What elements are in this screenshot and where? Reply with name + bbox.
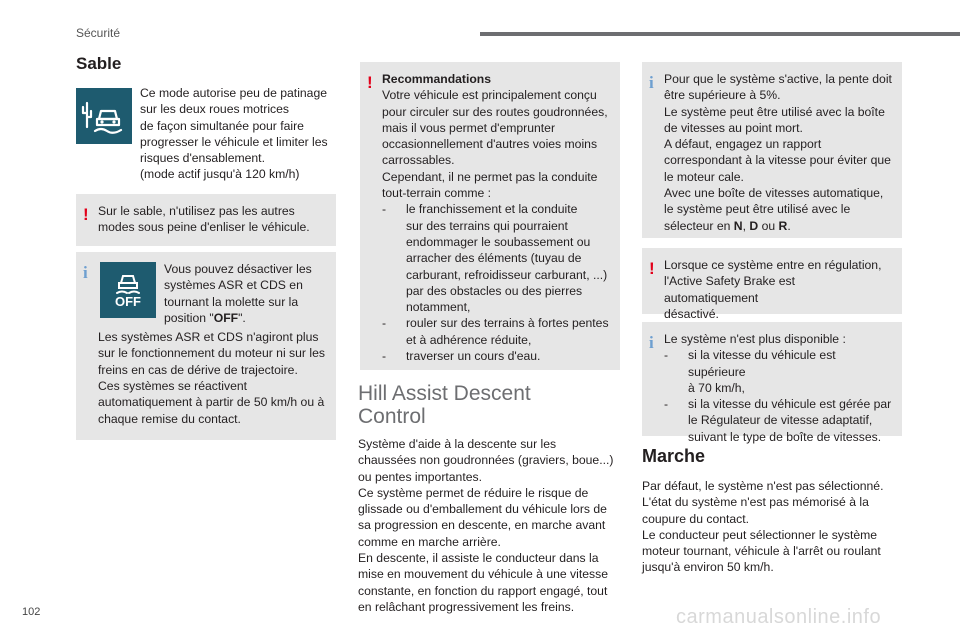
body-line: Par défaut, le système n'est pas sélectionné. — [642, 479, 884, 493]
rec-line: carrossables. — [382, 153, 455, 168]
list-dash: - — [382, 349, 387, 364]
rec-line: tout-terrain comme : — [382, 186, 492, 201]
info-line: Avec une boîte de vitesses automatique, — [664, 186, 884, 201]
body-line: en relâchant progressivement les freins. — [358, 599, 575, 614]
info-icon: i — [83, 263, 88, 282]
list-dash: - — [382, 316, 387, 331]
text-fragment: ou — [758, 218, 779, 233]
list-dash: - — [664, 397, 669, 412]
header-rule — [480, 32, 960, 36]
list-line: et à adhérence réduite, — [406, 332, 532, 347]
body-line: moteur tournant, véhicule à l'arrêt ou roulant — [642, 544, 881, 559]
list-line: notamment, — [406, 300, 471, 315]
text-fragment: . — [787, 218, 791, 233]
info-line — [164, 310, 326, 326]
sable-line: (mode actif jusqu'à 120 km/h) — [140, 167, 300, 182]
warning-line: Lorsque ce système entre en régulation, — [664, 258, 882, 272]
info-line: A défaut, engagez un rapport — [664, 137, 822, 152]
info-icon: i — [649, 333, 654, 352]
warning-line: modes sous peine d'enliser le véhicule. — [98, 220, 310, 235]
sable-line: sur les deux roues motrices — [140, 102, 290, 117]
warning-icon: ! — [83, 205, 89, 224]
body-line: Le conducteur peut sélectionner le système — [642, 527, 878, 542]
warning-line: l'Active Safety Brake est automatiquement — [664, 274, 796, 305]
hill-assist-heading — [358, 382, 531, 428]
body-line: jusqu'à environ 50 km/h. — [642, 560, 774, 575]
list-line: endommager le soubassement ou — [406, 234, 591, 249]
list-line: le Régulateur de vitesse adaptatif, — [688, 413, 873, 428]
unavailable-info-box — [642, 322, 902, 444]
body-line: constante, en fonction du rapport engagé, tout — [358, 583, 608, 598]
gear-r: R — [778, 218, 788, 233]
list-line: arracher des éléments (tuyau de — [406, 251, 582, 266]
text-fragment: sélecteur en — [664, 218, 734, 233]
info-line — [664, 218, 892, 234]
list-dash: - — [382, 202, 387, 217]
list-line: à 70 km/h, — [688, 380, 745, 395]
text-fragment: , — [742, 218, 750, 233]
list-line: suivant le type de boîte de vitesses. — [688, 429, 882, 444]
warning-icon: ! — [367, 73, 373, 92]
position-value: OFF — [213, 310, 239, 325]
body-line: L'état du système n'est pas mémorisé à la — [642, 495, 869, 510]
body-line: coupure du contact. — [642, 511, 750, 526]
heading-line: Control — [358, 405, 426, 428]
list-item — [382, 315, 610, 348]
info-line: freins en cas de dérive de trajectoire. — [98, 362, 298, 377]
body-line: chaussées non goudronnées (graviers, boue...) — [358, 453, 614, 468]
info-line: Vous pouvez désactiver les — [164, 262, 312, 276]
rec-line: occasionnellement d'autres voies moins — [382, 137, 598, 152]
regulation-warning-box — [642, 248, 902, 321]
body-line: comme en marche arrière. — [358, 534, 501, 549]
info-line: Les systèmes ASR et CDS n'agiront plus — [98, 330, 319, 345]
sable-line: progresser le véhicule et limiter les — [140, 134, 328, 149]
list-line: carburant, refroidisseur carburant, ...) — [406, 267, 608, 282]
recommendations-box — [360, 62, 620, 370]
info-line: Le système n'est plus disponible : — [664, 332, 846, 346]
recommendations-title: Recommandations — [382, 72, 492, 86]
info-line: Ces systèmes se réactivent — [98, 379, 248, 394]
warning-line: désactivé. — [664, 306, 719, 321]
rec-line: Cependant, il ne permet pas la conduite — [382, 169, 598, 184]
list-line: traverser un cours d'eau. — [406, 349, 541, 364]
esc-off-label: OFF — [115, 293, 141, 309]
body-line: En descente, il assiste le conducteur dans la — [358, 551, 599, 566]
rec-line: pour circuler sur des routes goudronnées, — [382, 104, 608, 119]
text-fragment: ". — [238, 310, 246, 325]
info-line: le système peut être utilisé avec le — [664, 202, 851, 217]
info-line: tournant la molette sur la — [164, 294, 299, 309]
info-line: être supérieure à 5%. — [664, 88, 781, 103]
info-line: Le système peut être utilisé avec la boîte — [664, 104, 885, 119]
sable-description — [140, 85, 340, 183]
marche-heading: Marche — [642, 446, 706, 466]
info-line: le moteur cale. — [664, 169, 744, 184]
body-line: Système d'aide à la descente sur les — [358, 437, 557, 451]
sable-line: de façon simultanée pour faire — [140, 118, 304, 133]
info-line: de vitesses au point mort. — [664, 120, 803, 135]
body-line: mise en mouvement du véhicule à une vitesse — [358, 567, 608, 582]
body-line: glissade ou d'emballement du véhicule lors de — [358, 502, 607, 517]
sable-heading: Sable — [76, 54, 122, 73]
heading-line: Hill Assist Descent — [358, 382, 531, 405]
list-line: si la vitesse du véhicule est supérieure — [688, 348, 836, 379]
rec-line: Votre véhicule est principalement conçu — [382, 88, 597, 103]
warning-icon: ! — [649, 259, 655, 278]
info-line: correspondant à la vitesse pour éviter que — [664, 153, 891, 168]
gear-n: N — [733, 218, 743, 233]
list-item — [664, 347, 892, 396]
hill-assist-body — [358, 436, 623, 615]
list-item — [664, 396, 892, 445]
list-line: si la vitesse du véhicule est gérée par — [688, 397, 892, 412]
section-label: Sécurité — [76, 26, 121, 40]
list-dash: - — [664, 348, 669, 363]
esc-off-icon — [100, 262, 156, 318]
body-line: ou pentes importantes. — [358, 469, 482, 484]
list-line: rouler sur des terrains à fortes pentes — [406, 316, 609, 331]
list-item — [382, 348, 610, 364]
info-line: sur le fonctionnement du moteur ni sur les — [98, 346, 325, 361]
watermark: carmanualsonline.info — [676, 606, 882, 628]
info-line: chaque remise du contact. — [98, 411, 241, 426]
body-line: Ce système permet de réduire le risque de — [358, 485, 589, 500]
sable-line: Ce mode autorise peu de patinage — [140, 86, 328, 100]
list-item — [382, 201, 610, 315]
gear-d: D — [749, 218, 759, 233]
page-number: 102 — [22, 606, 41, 618]
sable-line: risques d'ensablement. — [140, 151, 265, 166]
body-line: sa progression en descente, en marche avant — [358, 518, 606, 533]
info-icon: i — [649, 73, 654, 92]
info-line: systèmes ASR et CDS en — [164, 278, 303, 293]
info-line: automatiquement à partir de 50 km/h ou à — [98, 395, 325, 410]
sand-mode-icon — [76, 88, 132, 144]
esc-off-info-box — [76, 252, 336, 440]
rec-line: mais il vous permet d'emprunter — [382, 120, 556, 135]
list-line: le franchissement et la conduite — [406, 202, 578, 217]
marche-body — [642, 478, 907, 576]
warning-line: Sur le sable, n'utilisez pas les autres — [98, 204, 295, 218]
slope-info-box — [642, 62, 902, 238]
sand-warning-box — [76, 194, 336, 246]
info-line: Pour que le système s'active, la pente doit — [664, 72, 892, 86]
text-fragment: position " — [164, 310, 214, 325]
list-line: par des obstacles ou des pierres — [406, 283, 583, 298]
list-line: sur des terrains qui pourraient — [406, 218, 568, 233]
